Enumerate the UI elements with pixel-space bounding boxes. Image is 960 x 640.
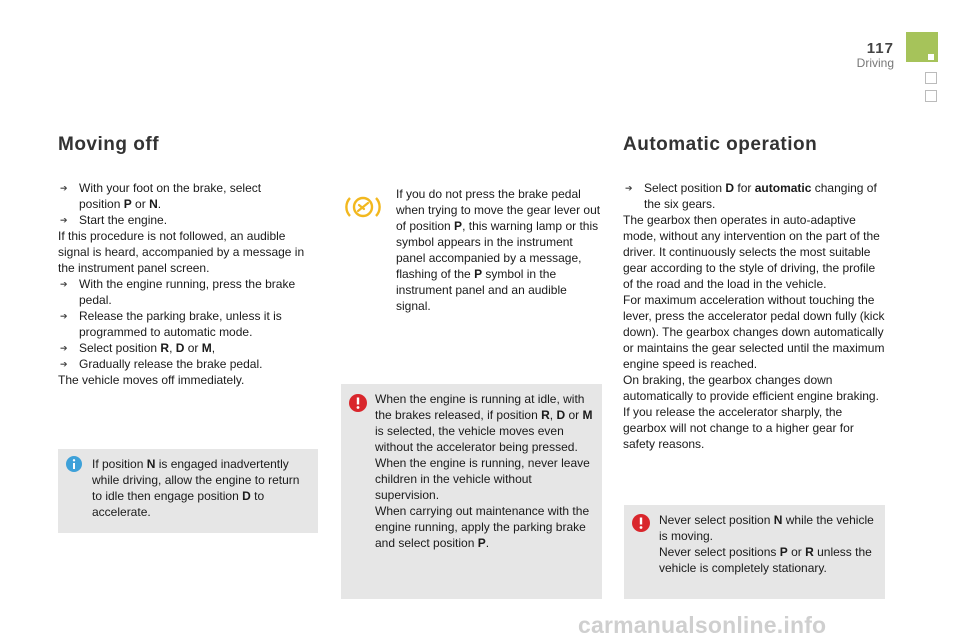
warning-box-neutral-text: Never select position N while the vehicle is moving. Never select positions P or R unless the vehicle is completely stationary. [659,513,874,575]
procedure-note: If this procedure is not followed, an audible signal is heard, accompanied by a message in the instrument panel screen. [58,229,305,275]
moving-off-body [58,180,318,388]
auto-adaptive-paragraph: The gearbox then operates in auto-adaptive mode, without any intervention on the part of the driver. It continuously selects the most suitable gear according to the style of driving, the profile of the road and the load in the vehicle. [623,213,880,291]
chapter-tab-outline [925,72,937,84]
chapter-tab-outline [925,90,937,102]
section-name: Driving [856,56,894,70]
brake-warning-symbol-icon [344,194,382,220]
automatic-operation-title: Automatic operation [623,134,818,155]
vehicle-moves-off: The vehicle moves off immediately. [58,373,245,387]
kick-down-paragraph: For maximum acceleration without touching the lever, press the accelerator pedal down fully (kick down). The gearbox changes down automatically or maintains the gear selected until the maximum engine speed is reached. [623,293,885,371]
warning-box-idle [341,384,602,599]
braking-paragraph: On braking, the gearbox changes down automatically to provide efficient engine braking. [623,373,879,403]
page-number: 117 [866,40,894,57]
accelerator-release-paragraph: If you release the accelerator sharply, the gearbox will not change to a higher gear for safety reasons. [623,405,854,451]
automatic-operation-body [623,180,885,452]
step-press-brake: ➔ With the engine running, press the brake pedal. [58,276,318,308]
moving-off-title: Moving off [58,134,160,155]
info-box-text: If position N is engaged inadvertently while driving, allow the engine to return to idle then engage position D to accelerate. [92,457,300,519]
watermark: carmanualsonline.info [578,612,827,638]
warning-icon [349,394,367,412]
chapter-tab-marker [906,32,938,62]
step-release-brake-pedal: ➔ Gradually release the brake pedal. [58,356,318,372]
step-release-parking-brake: ➔ Release the parking brake, unless it is programmed to automatic mode. [58,308,318,340]
info-box [58,449,318,533]
brake-pedal-note: If you do not press the brake pedal when trying to move the gear lever out of position P, this warning lamp or this symbol appears in the instrument panel accompanied by a message, flashing of the P symbol in the instrument panel and an audible signal. [396,187,601,313]
warning-box-neutral [624,505,885,599]
step-select-position: ➔ With your foot on the brake, select position P or N. [58,180,318,212]
step-select-d: ➔ Select position D for automatic changing of the six gears. [623,180,885,212]
step-start-engine: ➔ Start the engine. [58,212,318,228]
step-select-rdm: ➔ Select position R, D or M, [58,340,318,356]
warning-box-idle-text: When the engine is running at idle, with the brakes released, if position R, D or M is selected, the vehicle moves even without the accelerator being pressed. When the engine is running, never leave children in the vehicle without supervision. When carrying out maintenance with the engine running, apply the parking brake and select position P. [375,392,593,550]
info-icon [66,456,82,472]
warning-icon [632,514,650,532]
